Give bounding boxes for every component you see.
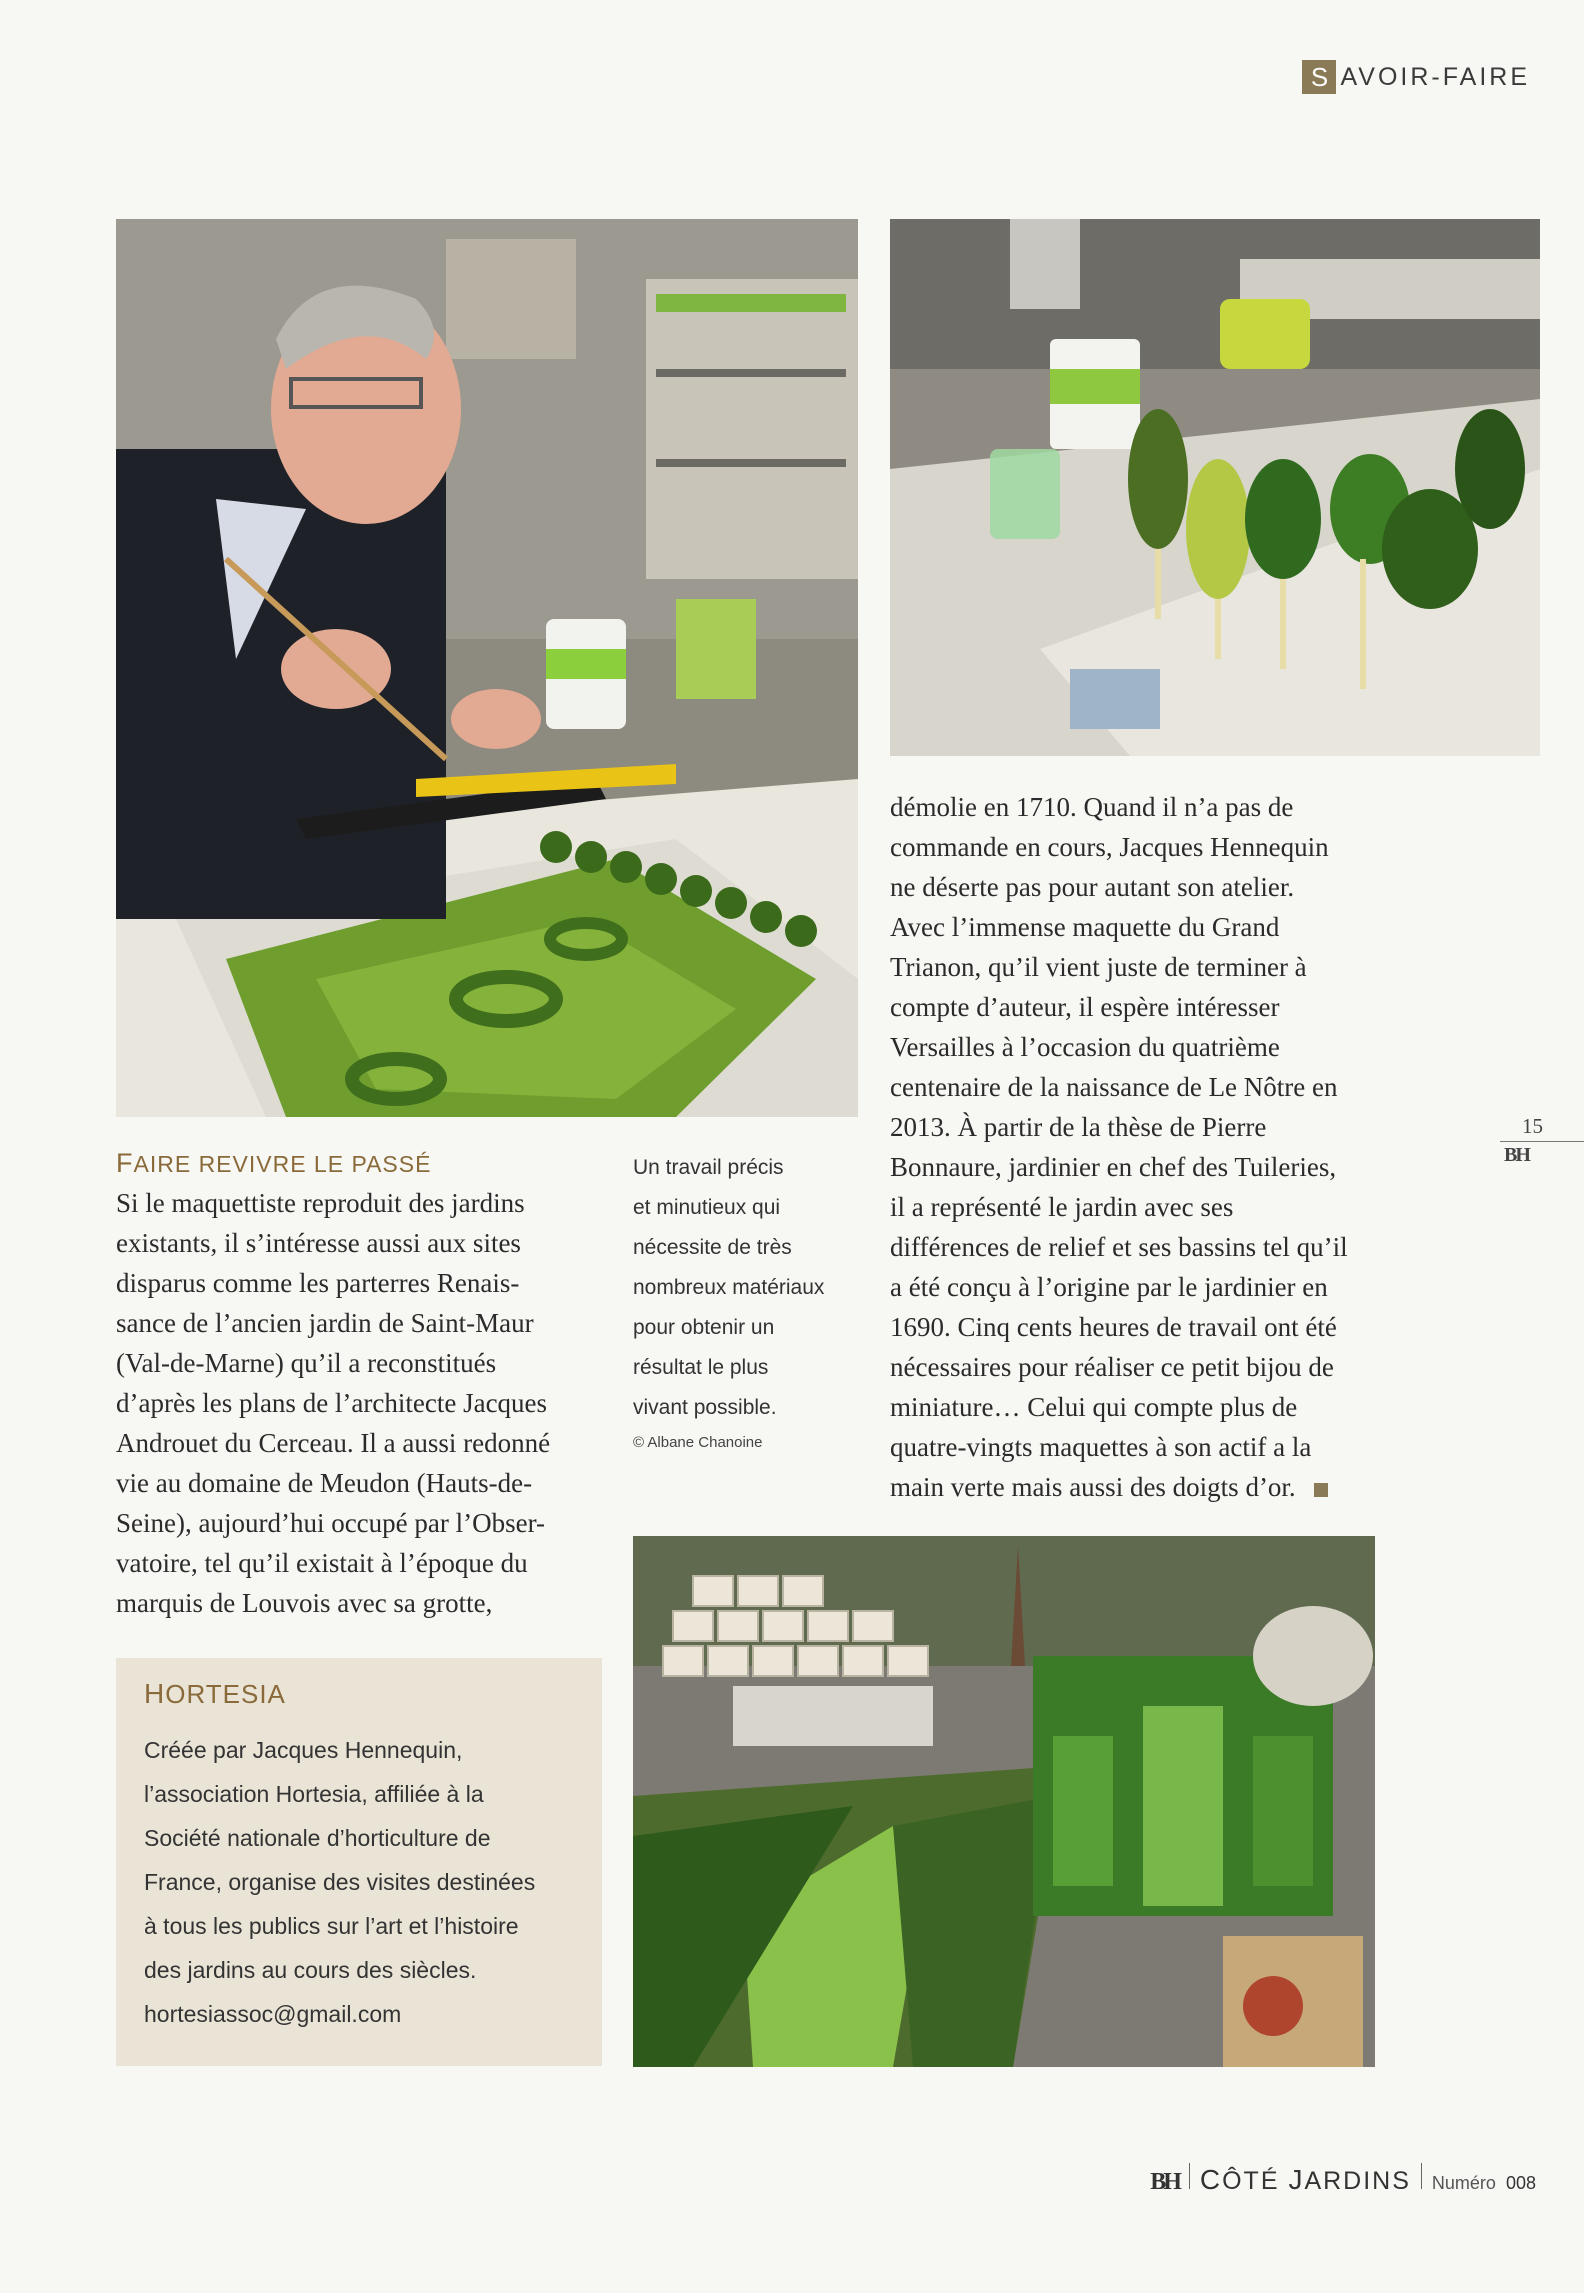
photo-modeler-painting <box>116 219 858 1117</box>
end-mark-icon <box>1314 1483 1328 1497</box>
caption-line: vivant possible. <box>633 1396 777 1419</box>
sidebar-line: des jardins au cours des siècles. <box>144 1957 477 1983</box>
caption-line: nécessite de très <box>633 1236 792 1259</box>
section-tag-initial: S <box>1302 60 1336 94</box>
article-column-left <box>116 1148 602 1623</box>
page-number: 15 <box>1522 1114 1543 1138</box>
footer-divider <box>1189 2163 1190 2189</box>
sidebar-title: HORTESIA <box>144 1678 286 1709</box>
paragraph-line: Versailles à l’occasion du quatrième <box>890 1032 1280 1062</box>
paragraph-line: Avec l’immense maquette du Grand <box>890 912 1280 942</box>
page-marker-rule <box>1500 1141 1584 1142</box>
page-marker-logo: BH <box>1504 1144 1529 1166</box>
section-tag <box>1302 60 1530 94</box>
caption-line: Un travail précis <box>633 1156 784 1179</box>
paragraph-line: Androuet du Cerceau. Il a aussi redonné <box>116 1428 551 1458</box>
paragraph-line <box>890 1467 1378 1507</box>
paragraph-line: marquis de Louvois avec sa grotte, <box>116 1588 493 1618</box>
paragraph-line: différences de relief et ses bassins tel qu’il <box>890 1232 1348 1262</box>
paragraph-line: vie au domaine de Meudon (Hauts-de- <box>116 1468 533 1498</box>
sidebar-line: France, organise des visites destinées <box>144 1869 536 1895</box>
photo-model-trees <box>890 219 1540 756</box>
sidebar-box <box>116 1658 602 2066</box>
caption-line: et minutieux qui <box>633 1196 781 1219</box>
section-tag-label: AVOIR-FAIRE <box>1340 62 1530 91</box>
paragraph-line: il a représenté le jardin avec ses <box>890 1192 1234 1222</box>
caption-line: pour obtenir un <box>633 1316 775 1339</box>
sidebar-email-link[interactable]: hortesiassoc@gmail.com <box>144 2001 402 2027</box>
photo-credit: © Albane Chanoine <box>633 1434 763 1451</box>
caption-line: résultat le plus <box>633 1356 769 1379</box>
issue-label: Numéro <box>1431 2173 1496 2193</box>
photo-caption <box>633 1148 863 1458</box>
paragraph-line: nécessaires pour réaliser ce petit bijou de <box>890 1352 1334 1382</box>
paragraph-line: 1690. Cinq cents heures de travail ont été <box>890 1312 1337 1342</box>
paragraph-line: existants, il s’intéresse aussi aux sites <box>116 1228 521 1258</box>
article-column-right <box>890 787 1378 1507</box>
paragraph-line: d’après les plans de l’architecte Jacques <box>116 1388 548 1418</box>
paragraph-line: quatre-vingts maquettes à son actif a la <box>890 1432 1312 1462</box>
paragraph-line: sance de l’ancien jardin de Saint-Maur <box>116 1308 534 1338</box>
paragraph-line-text: main verte mais aussi des doigts d’or. <box>890 1472 1296 1502</box>
sidebar-line: Société nationale d’horticulture de <box>144 1825 491 1851</box>
sidebar-line: l’association Hortesia, affiliée à la <box>144 1781 484 1807</box>
paragraph-line: commande en cours, Jacques Hennequin <box>890 832 1329 862</box>
issue-number: 008 <box>1505 2173 1536 2193</box>
paragraph-line: a été conçu à l’origine par le jardinier en <box>890 1272 1328 1302</box>
paragraph-line: Seine), aujourd’hui occupé par l’Obser- <box>116 1508 546 1538</box>
paragraph-line: centenaire de la naissance de Le Nôtre en <box>890 1072 1338 1102</box>
paragraph-line: Bonnaure, jardinier en chef des Tuileries, <box>890 1152 1337 1182</box>
sidebar-line: Créée par Jacques Hennequin, <box>144 1737 463 1763</box>
paragraph-line: 2013. À partir de la thèse de Pierre <box>890 1112 1267 1142</box>
paragraph-line: compte d’auteur, il espère intéresser <box>890 992 1280 1022</box>
footer-divider <box>1421 2163 1422 2189</box>
paragraph-line: ne déserte pas pour autant son atelier. <box>890 872 1295 902</box>
paragraph-line: disparus comme les parterres Renais- <box>116 1268 520 1298</box>
footer-logo: BH <box>1150 2169 1179 2195</box>
paragraph-line: vatoire, tel qu’il existait à l’époque du <box>116 1548 528 1578</box>
paragraph-line: Trianon, qu’il vient juste de terminer à <box>890 952 1307 982</box>
page-marker <box>1500 1114 1584 1167</box>
paragraph-line: (Val-de-Marne) qu’il a reconstitués <box>116 1348 497 1378</box>
photo-garden-models <box>633 1536 1375 2067</box>
paragraph-line: Si le maquettiste reproduit des jardins <box>116 1188 525 1218</box>
paragraph-line: miniature… Celui qui compte plus de <box>890 1392 1298 1422</box>
paragraph-line: démolie en 1710. Quand il n’a pas de <box>890 792 1294 822</box>
section-heading: FAIRE REVIVRE LE PASSÉ <box>116 1148 432 1178</box>
page-footer <box>1150 2163 1536 2196</box>
caption-line: nombreux matériaux <box>633 1276 825 1299</box>
sidebar-line: à tous les publics sur l’art et l’histoire <box>144 1913 519 1939</box>
magazine-title: CÔTÉ JARDINS <box>1199 2164 1411 2195</box>
